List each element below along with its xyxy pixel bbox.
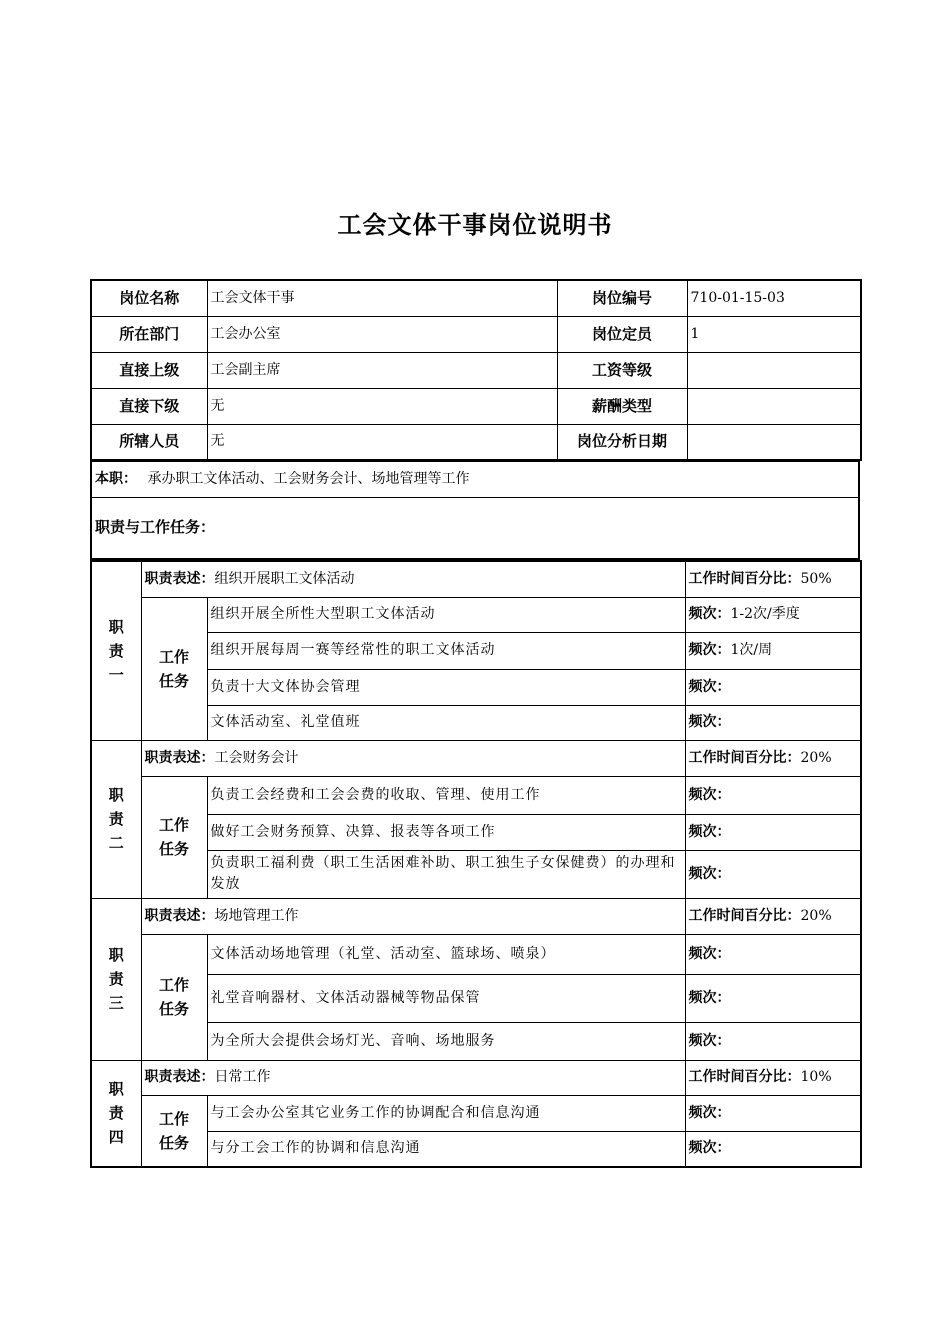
- info-row: [91, 352, 861, 388]
- benzhi-text: 承办职工文体活动、工会财务会计、场地管理等工作: [147, 470, 470, 487]
- freq-label: 频次：: [688, 1104, 731, 1121]
- freq-label: 频次：: [688, 606, 731, 622]
- task-row: [91, 850, 861, 898]
- task-row: [91, 1131, 861, 1167]
- summary-table: [90, 460, 860, 560]
- info-row: [91, 388, 861, 424]
- task-text: 文体活动场地管理（礼堂、活动室、篮球场、喷泉）: [207, 934, 685, 974]
- info-label: 岗位定员: [557, 316, 687, 352]
- task-row: [91, 1095, 861, 1131]
- pct-label: 工作时间百分比：: [688, 907, 801, 924]
- task-row: [91, 597, 861, 632]
- task-text: 与分工会工作的协调和信息沟通: [207, 1131, 685, 1167]
- duty-name: 职 责 一: [91, 561, 141, 740]
- duty-pct: 10%: [800, 1069, 832, 1085]
- desc-label: 职责表述：: [144, 570, 215, 587]
- desc-label: 职责表述：: [144, 1069, 215, 1085]
- duties-header-row: [91, 497, 859, 559]
- task-row: [91, 632, 861, 669]
- duty-desc-row: [91, 740, 861, 776]
- info-value: 无: [207, 388, 557, 424]
- desc-label: 职责表述：: [144, 749, 215, 766]
- pct-label: 工作时间百分比：: [688, 570, 801, 587]
- basic-info-table: [90, 279, 862, 461]
- info-label: 直接上级: [91, 352, 207, 388]
- task-row: [91, 1022, 861, 1060]
- info-value: 无: [207, 424, 557, 460]
- task-text: 与工会办公室其它业务工作的协调配合和信息沟通: [207, 1095, 685, 1131]
- info-value: 工会副主席: [207, 352, 557, 388]
- freq-label: 频次：: [688, 989, 731, 1006]
- duty-pct: 50%: [800, 570, 832, 587]
- duty-name: 职 责 二: [91, 740, 141, 898]
- info-value: [687, 388, 861, 424]
- task-row: [91, 705, 861, 740]
- info-value: 工会文体干事: [207, 280, 557, 316]
- info-label: 薪酬类型: [557, 388, 687, 424]
- duties-table: [90, 560, 862, 1168]
- task-label: 工作 任务: [141, 776, 207, 898]
- task-text: 礼堂音响器材、文体活动器械等物品保管: [207, 974, 685, 1022]
- task-row: [91, 974, 861, 1022]
- info-row: [91, 424, 861, 460]
- task-text: 文体活动室、礼堂值班: [207, 705, 685, 740]
- task-row: [91, 934, 861, 974]
- duty-desc-row: [91, 898, 861, 934]
- duty-pct: 20%: [800, 749, 832, 766]
- info-label: 直接下级: [91, 388, 207, 424]
- task-freq: 1-2次/季度: [730, 606, 800, 622]
- info-value: 1: [687, 316, 861, 352]
- duty-name: 职 责 四: [91, 1060, 141, 1167]
- info-label: 岗位名称: [91, 280, 207, 316]
- info-label: 工资等级: [557, 352, 687, 388]
- task-text: 负责十大文体协会管理: [207, 669, 685, 705]
- duty-desc: 日常工作: [214, 1069, 271, 1085]
- duty-desc: 组织开展职工文体活动: [214, 570, 355, 587]
- info-label: 所辖人员: [91, 424, 207, 460]
- duty-name: 职 责 三: [91, 898, 141, 1060]
- info-label: 岗位编号: [557, 280, 687, 316]
- freq-label: 频次：: [688, 678, 731, 695]
- info-label: 所在部门: [91, 316, 207, 352]
- freq-label: 频次：: [688, 714, 731, 730]
- duty-desc: 工会财务会计: [214, 749, 299, 766]
- duty-desc: 场地管理工作: [214, 907, 299, 924]
- duty-desc-row: [91, 1060, 861, 1095]
- duty-pct: 20%: [800, 907, 832, 924]
- pct-label: 工作时间百分比：: [688, 749, 801, 766]
- freq-label: 频次：: [688, 865, 731, 882]
- duties-header: 职责与工作任务：: [91, 497, 859, 559]
- desc-label: 职责表述：: [144, 907, 215, 924]
- pct-label: 工作时间百分比：: [688, 1069, 801, 1085]
- task-text: 负责职工福利费（职工生活困难补助、职工独生子女保健费）的办理和发放: [207, 850, 685, 898]
- freq-label: 频次：: [688, 1032, 731, 1049]
- page-title: 工会文体干事岗位说明书: [337, 211, 613, 239]
- freq-label: 频次：: [688, 786, 731, 803]
- freq-label: 频次：: [688, 1140, 731, 1157]
- info-value: [687, 424, 861, 460]
- task-label: 工作 任务: [141, 934, 207, 1060]
- freq-label: 频次：: [688, 823, 731, 840]
- task-row: [91, 669, 861, 705]
- duty-desc-row: [91, 561, 861, 597]
- task-freq: 1次/周: [730, 642, 773, 658]
- info-row: [91, 316, 861, 352]
- task-text: 组织开展全所性大型职工文体活动: [207, 597, 685, 632]
- task-label: 工作 任务: [141, 1095, 207, 1167]
- task-row: [91, 814, 861, 850]
- benzhi-label: 本职：: [95, 470, 137, 487]
- benzhi-row: [91, 461, 859, 497]
- task-label: 工作 任务: [141, 597, 207, 740]
- task-row: [91, 776, 861, 814]
- task-text: 组织开展每周一赛等经常性的职工文体活动: [207, 632, 685, 669]
- task-text: 做好工会财务预算、决算、报表等各项工作: [207, 814, 685, 850]
- info-row: [91, 280, 861, 316]
- info-label: 岗位分析日期: [557, 424, 687, 460]
- info-value: [687, 352, 861, 388]
- info-value: 710-01-15-03: [687, 280, 861, 316]
- freq-label: 频次：: [688, 642, 731, 658]
- task-text: 负责工会经费和工会会费的收取、管理、使用工作: [207, 776, 685, 814]
- task-text: 为全所大会提供会场灯光、音响、场地服务: [207, 1022, 685, 1060]
- freq-label: 频次：: [688, 945, 731, 962]
- info-value: 工会办公室: [207, 316, 557, 352]
